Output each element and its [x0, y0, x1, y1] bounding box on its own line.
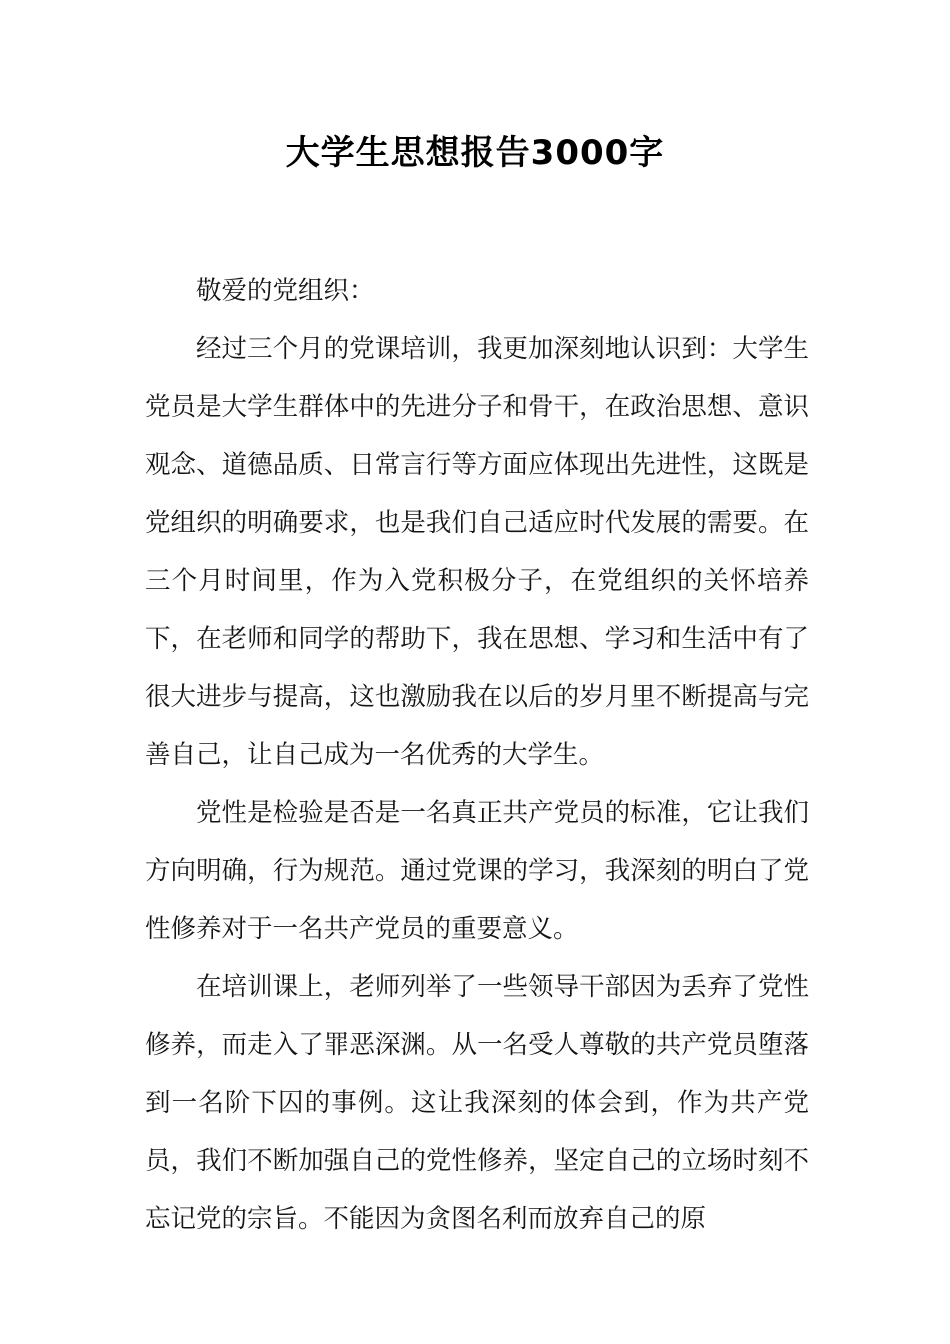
greeting: 敬爱的党组织： — [196, 276, 375, 306]
paragraph-3: 在培训课上，老师列举了一些领导干部因为丢弃了党性修养，而走入了罪恶深渊。从一名受人尊敬的共产党员堕落到一名阶下囚的事例。这让我深刻的体会到，作为共产党员，我们不断加强自己的党性修养，坚定自己的立场时刻不忘记党的宗旨。不能因为贪图名利而放弃自己的原 — [145, 972, 809, 1234]
paragraph-1: 经过三个月的党课培训，我更加深刻地认识到：大学生党员是大学生群体中的先进分子和骨干，在政治思想、意识观念、道德品质、日常言行等方面应体现出先进性，这既是党组织的明确要求，也是我们自己适应时代发展的需要。在三个月时间里，作为入党积极分子，在党组织的关怀培养下，在老师和同学的帮助下，我在思想、学习和生活中有了很大进步与提高，这也激励我在以后的岁月里不断提高与完善自己，让自己成为一名优秀的大学生。 — [145, 334, 809, 770]
document-body — [145, 262, 809, 1248]
document-title: 大学生思想报告3000字 — [285, 133, 665, 173]
paragraph-2: 党性是检验是否是一名真正共产党员的标准，它让我们方向明确，行为规范。通过党课的学习，我深刻的明白了党性修养对于一名共产党员的重要意义。 — [145, 798, 809, 944]
